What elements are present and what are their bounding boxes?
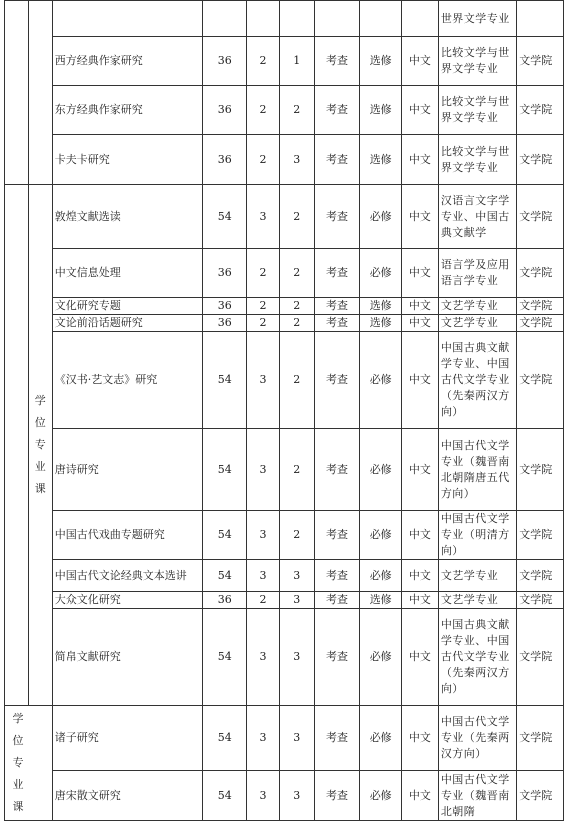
course-semester: 3: [279, 706, 314, 771]
course-type: 必修: [360, 185, 402, 249]
course-semester: 3: [279, 560, 314, 592]
course-type: 必修: [360, 609, 402, 706]
course-hours: 54: [203, 511, 247, 560]
course-language: [402, 1, 439, 37]
category-cell-blank: [5, 1, 29, 185]
course-name: 文论前沿话题研究: [52, 315, 203, 332]
course-hours: 36: [203, 135, 247, 185]
course-major: 比较文学与世界文学专业: [438, 86, 516, 135]
table-row: [5, 560, 564, 592]
course-assessment: 考查: [314, 249, 360, 298]
course-credits: 3: [247, 771, 280, 821]
course-table: [4, 0, 564, 821]
course-hours: 54: [203, 609, 247, 706]
course-language: 中文: [402, 560, 439, 592]
course-name: 唐诗研究: [52, 429, 203, 511]
course-name: 诸子研究: [52, 706, 203, 771]
course-assessment: 考查: [314, 511, 360, 560]
course-assessment: 考查: [314, 37, 360, 86]
table-row: [5, 37, 564, 86]
category-cell-blank: [5, 185, 29, 706]
table-row: [5, 332, 564, 429]
course-semester: 2: [279, 332, 314, 429]
course-language: 中文: [402, 332, 439, 429]
course-language: 中文: [402, 37, 439, 86]
course-major: 中国古代文学专业（魏晋南北朝隋唐五代方向）: [438, 429, 516, 511]
course-name: [52, 1, 203, 37]
table-row: [5, 315, 564, 332]
course-type: 选修: [360, 592, 402, 609]
table-row: [5, 592, 564, 609]
course-semester: 2: [279, 315, 314, 332]
course-unit: 文学院: [517, 135, 564, 185]
course-unit: 文学院: [517, 37, 564, 86]
course-credits: 2: [247, 37, 280, 86]
course-unit: 文学院: [517, 298, 564, 315]
category-cell: [5, 706, 53, 821]
course-assessment: 考查: [314, 429, 360, 511]
course-major: 文艺学专业: [438, 315, 516, 332]
table-row: [5, 511, 564, 560]
course-semester: 2: [279, 298, 314, 315]
course-language: 中文: [402, 511, 439, 560]
course-type: 必修: [360, 771, 402, 821]
course-language: 中文: [402, 429, 439, 511]
course-semester: 2: [279, 429, 314, 511]
course-credits: 3: [247, 706, 280, 771]
course-language: 中文: [402, 706, 439, 771]
course-unit: 文学院: [517, 592, 564, 609]
course-type: [360, 1, 402, 37]
course-name: 大众文化研究: [52, 592, 203, 609]
course-unit: 文学院: [517, 429, 564, 511]
course-type: 必修: [360, 429, 402, 511]
course-assessment: [314, 1, 360, 37]
course-semester: 3: [279, 135, 314, 185]
course-language: 中文: [402, 592, 439, 609]
table-row: [5, 706, 564, 771]
course-assessment: 考查: [314, 86, 360, 135]
course-major: 文艺学专业: [438, 592, 516, 609]
course-name: 中文信息处理: [52, 249, 203, 298]
course-credits: 3: [247, 609, 280, 706]
subcategory-cell-blank: [28, 1, 52, 185]
course-major: 中国古典文献学专业、中国古代文学专业（先秦两汉方向）: [438, 609, 516, 706]
course-language: 中文: [402, 86, 439, 135]
course-semester: 2: [279, 511, 314, 560]
table-row: [5, 185, 564, 249]
course-credits: [247, 1, 280, 37]
course-language: 中文: [402, 249, 439, 298]
course-unit: 文学院: [517, 332, 564, 429]
course-name: 中国古代戏曲专题研究: [52, 511, 203, 560]
course-type: 必修: [360, 511, 402, 560]
course-name: 文化研究专题: [52, 298, 203, 315]
category-label: 学位专业课: [34, 394, 46, 495]
course-type: 选修: [360, 298, 402, 315]
course-assessment: 考查: [314, 609, 360, 706]
course-hours: 36: [203, 37, 247, 86]
course-hours: 36: [203, 592, 247, 609]
course-hours: 54: [203, 332, 247, 429]
course-major: 中国古典文献学专业、中国古代文学专业（先秦两汉方向）: [438, 332, 516, 429]
course-credits: 2: [247, 86, 280, 135]
course-major: 世界文学专业: [438, 1, 516, 37]
course-type: 必修: [360, 249, 402, 298]
course-language: 中文: [402, 771, 439, 821]
course-assessment: 考查: [314, 315, 360, 332]
course-semester: [279, 1, 314, 37]
course-hours: 54: [203, 185, 247, 249]
course-credits: 3: [247, 332, 280, 429]
category-cell: [28, 185, 52, 706]
course-major: 语言学及应用语言学专业: [438, 249, 516, 298]
course-hours: 54: [203, 429, 247, 511]
course-unit: 文学院: [517, 86, 564, 135]
course-semester: 2: [279, 249, 314, 298]
course-credits: 2: [247, 298, 280, 315]
course-assessment: 考查: [314, 332, 360, 429]
table-row: [5, 249, 564, 298]
table-row: [5, 135, 564, 185]
course-assessment: 考查: [314, 298, 360, 315]
course-assessment: 考查: [314, 771, 360, 821]
course-name: 卡夫卡研究: [52, 135, 203, 185]
course-semester: 2: [279, 86, 314, 135]
course-language: 中文: [402, 135, 439, 185]
course-credits: 3: [247, 511, 280, 560]
course-hours: [203, 1, 247, 37]
course-major: 比较文学与世界文学专业: [438, 135, 516, 185]
course-type: 选修: [360, 86, 402, 135]
course-unit: 文学院: [517, 249, 564, 298]
course-semester: 3: [279, 771, 314, 821]
course-credits: 2: [247, 315, 280, 332]
course-unit: 文学院: [517, 511, 564, 560]
course-name: 敦煌文献选读: [52, 185, 203, 249]
course-name: 中国古代文论经典文本选讲: [52, 560, 203, 592]
course-hours: 36: [203, 315, 247, 332]
table-row: [5, 1, 564, 37]
course-unit: 文学院: [517, 185, 564, 249]
course-hours: 54: [203, 706, 247, 771]
course-credits: 3: [247, 185, 280, 249]
course-language: 中文: [402, 298, 439, 315]
course-unit: [517, 1, 564, 37]
course-unit: 文学院: [517, 609, 564, 706]
course-language: 中文: [402, 185, 439, 249]
course-assessment: 考查: [314, 560, 360, 592]
course-major: 文艺学专业: [438, 298, 516, 315]
course-type: 必修: [360, 560, 402, 592]
table-row: [5, 771, 564, 821]
course-hours: 36: [203, 298, 247, 315]
course-semester: 3: [279, 609, 314, 706]
course-semester: 3: [279, 592, 314, 609]
course-name: 西方经典作家研究: [52, 37, 203, 86]
course-semester: 2: [279, 185, 314, 249]
course-language: 中文: [402, 609, 439, 706]
course-credits: 2: [247, 249, 280, 298]
course-language: 中文: [402, 315, 439, 332]
table-row: [5, 609, 564, 706]
course-name: 东方经典作家研究: [52, 86, 203, 135]
table-row: [5, 298, 564, 315]
table-row: [5, 429, 564, 511]
course-credits: 2: [247, 592, 280, 609]
course-major: 文艺学专业: [438, 560, 516, 592]
course-major: 中国古代文学专业（明清方向）: [438, 511, 516, 560]
course-credits: 3: [247, 429, 280, 511]
course-hours: 54: [203, 771, 247, 821]
course-unit: 文学院: [517, 706, 564, 771]
course-name: 简帛文献研究: [52, 609, 203, 706]
course-major: 中国古代文学专业（先秦两汉方向）: [438, 706, 516, 771]
course-major: 中国古代文学专业（魏晋南北朝隋: [438, 771, 516, 821]
course-major: 汉语言文字学专业、中国古典文献学: [438, 185, 516, 249]
course-type: 选修: [360, 315, 402, 332]
course-type: 选修: [360, 135, 402, 185]
course-hours: 54: [203, 560, 247, 592]
course-type: 必修: [360, 706, 402, 771]
course-type: 选修: [360, 37, 402, 86]
course-type: 必修: [360, 332, 402, 429]
course-assessment: 考查: [314, 706, 360, 771]
table-row: [5, 86, 564, 135]
course-hours: 36: [203, 249, 247, 298]
course-name: 《汉书·艺文志》研究: [52, 332, 203, 429]
course-unit: 文学院: [517, 771, 564, 821]
course-hours: 36: [203, 86, 247, 135]
course-name: 唐宋散文研究: [52, 771, 203, 821]
course-major: 比较文学与世界文学专业: [438, 37, 516, 86]
course-credits: 3: [247, 560, 280, 592]
course-unit: 文学院: [517, 315, 564, 332]
course-assessment: 考查: [314, 185, 360, 249]
course-assessment: 考查: [314, 135, 360, 185]
course-unit: 文学院: [517, 560, 564, 592]
course-assessment: 考查: [314, 592, 360, 609]
category-label: 学位专业课: [12, 712, 24, 813]
course-credits: 2: [247, 135, 280, 185]
course-semester: 1: [279, 37, 314, 86]
